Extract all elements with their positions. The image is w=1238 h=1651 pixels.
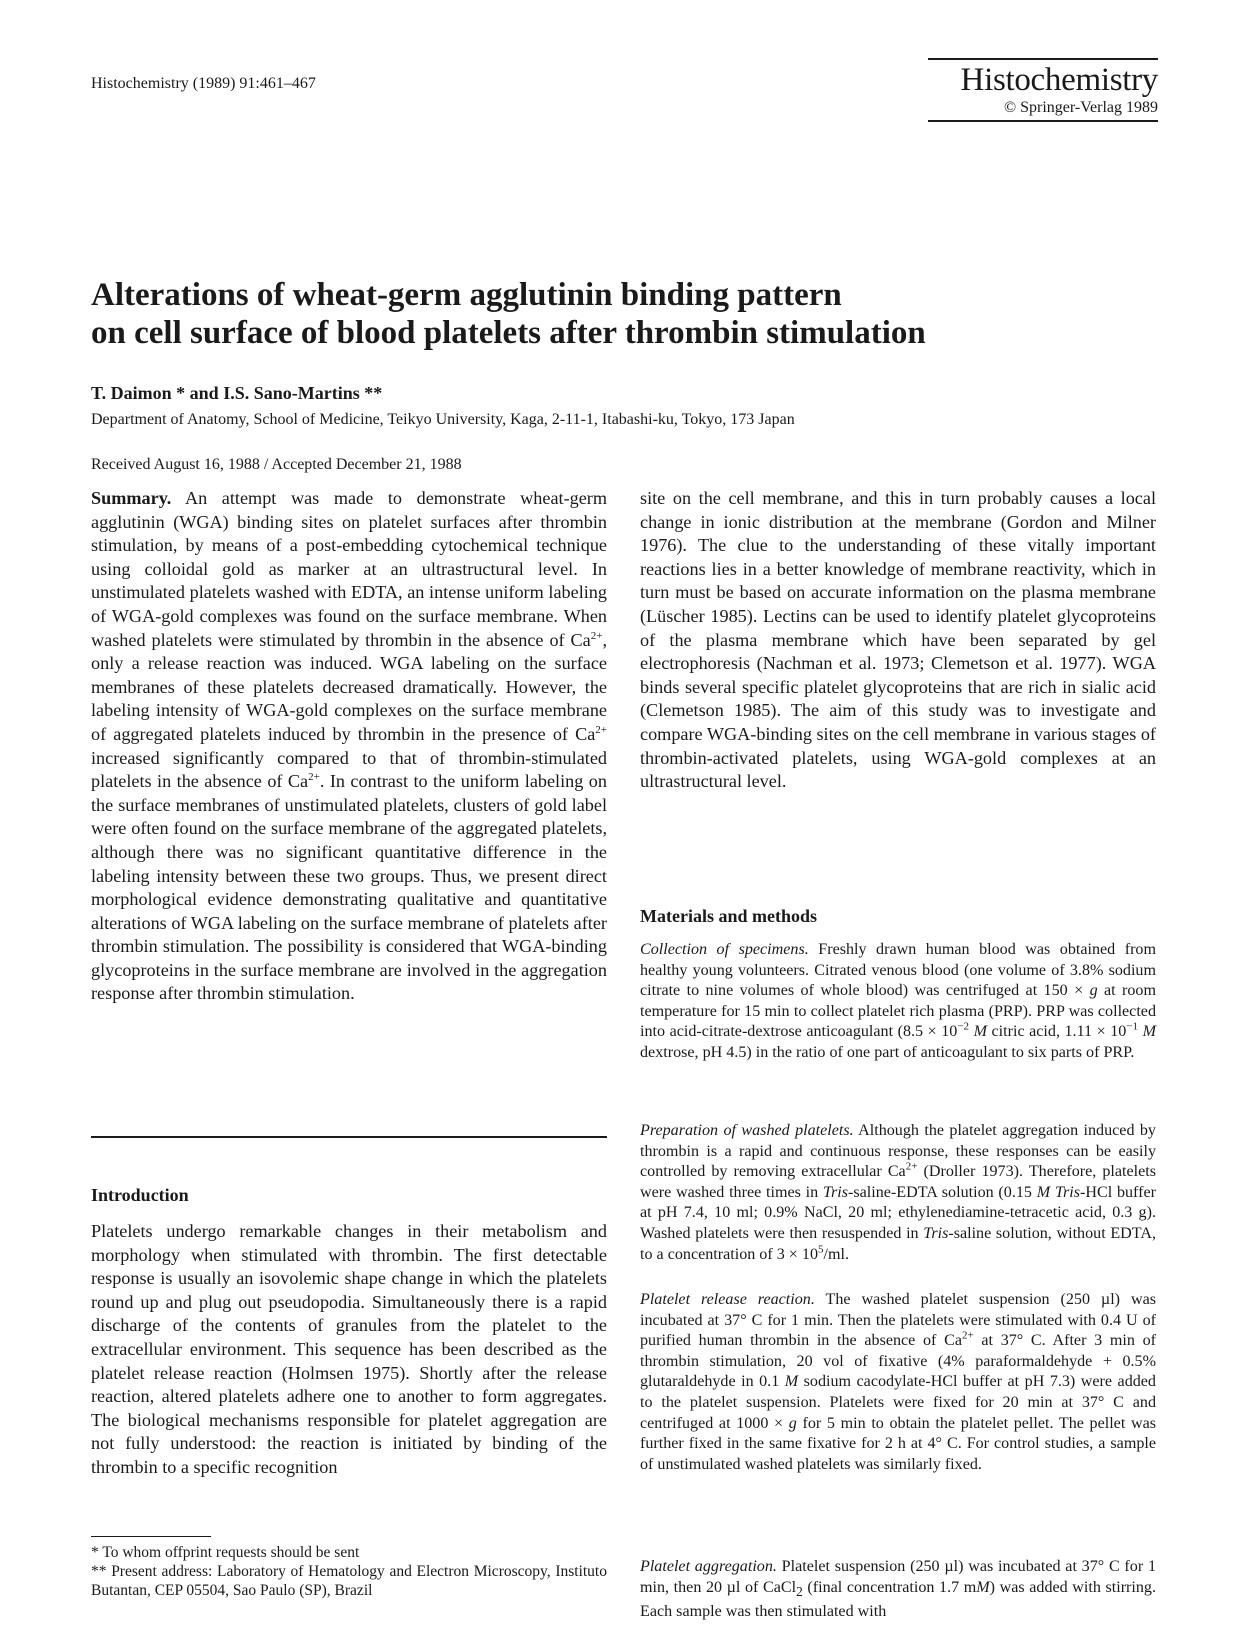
summary-text: An attempt was made to demonstrate wheat-germ agglutinin (WGA) binding sites on platelet surfaces after thrombin stimulation, by means of a post-embedding cytochemical technique using colloidal gold as marker at an ultrastructural level. In unstimulated platelets washed with EDTA, an intense uniform labeling of WGA-gold complexes was found on the surface membrane. When washed platelets were stimulated by thrombin in the absence of Ca (91, 488, 607, 650)
methods-washed (640, 1121, 1156, 1265)
collection-text: citric acid, 1.11 × 10 (987, 1023, 1127, 1041)
washed-text: -saline solution, without EDTA, to a concentration of 3 × 10 (640, 1224, 1156, 1263)
ca-superscript: 2+ (905, 1160, 918, 1173)
exponent: 5 (818, 1243, 824, 1256)
introduction-text (91, 1220, 607, 1480)
aggregation-text: (final concentration 1.7 m (802, 1578, 977, 1596)
aggregation-lead: Platelet aggregation. (640, 1558, 777, 1575)
washed-text: /ml. (823, 1245, 850, 1263)
washed-text: -saline-EDTA solution (0.15 (848, 1183, 1037, 1201)
section-divider (91, 1136, 607, 1138)
italic-g: g (788, 1414, 797, 1432)
article-title (91, 276, 1151, 352)
footnote-rule (91, 1536, 211, 1537)
release-text: sodium cacodylate-HCl buffer at pH 7.3) were added to the platelet suspension. Platelets were fixed for 20 min at 37° C and centrifuged at 1000 × (640, 1373, 1156, 1432)
title-line-1: Alterations of wheat-germ agglutinin binding pattern (91, 277, 842, 313)
copyright: © Springer-Verlag 1989 (1003, 99, 1158, 116)
methods-collection (640, 940, 1156, 1064)
washed-text: Although the platelet aggregation induced by thrombin is a rapid and continuous response, these responses can be easily controlled by removing extracellular Ca (640, 1122, 1156, 1181)
methods-heading: Materials and methods (640, 906, 817, 926)
collection-text: at room temperature for 15 min to collect platelet rich plasma (PRP). PRP was collected into acid-citrate-dextrose anticoagulant (8.5 × 10 (640, 982, 1156, 1041)
received-date: Received August 16, 1988 / Accepted December 21, 1988 (91, 456, 462, 473)
collection-text: Freshly drawn human blood was obtained from healthy young volunteers. Citrated venous blood (one volume of 3.8% sodium citrate to nine volumes of whole blood) was centrifuged at 150 × (640, 941, 1156, 1000)
journal-brand (928, 58, 1158, 122)
journal-reference: Histochemistry (1989) 91:461–467 (91, 75, 316, 92)
italic-M: M (973, 1023, 987, 1041)
release-text: for 5 min to obtain the platelet pellet. The pellet was further fixed in the same fixative for 2 h at 4° C. For control studies, a sample of unstimulated washed platelets was similarly fixed. (640, 1414, 1156, 1473)
exponent: −2 (957, 1021, 970, 1034)
ca-superscript: 2+ (308, 771, 320, 784)
collection-text: dextrose, pH 4.5) in the ratio of one part of anticoagulant to six parts of PRP. (640, 1043, 1135, 1061)
italic-M: M (976, 1578, 990, 1596)
affiliation: Department of Anatomy, School of Medicine, Teikyo University, Kaga, 2-11-1, Itabashi-ku, Tokyo, 173 Japan (91, 411, 795, 428)
italic-tris: Tris (822, 1183, 849, 1201)
introduction-paragraph: Platelets undergo remarkable changes in their metabolism and morphology when stimulated with thrombin. The first detectable response is usually an isovolemic shape change in which the platelets round up and plug out pseudopodia. Simultaneously there is a rapid discharge of the contents of granules from the platelet to the extracellular environment. This sequence has been described as the platelet release reaction (Holmsen 1975). Shortly after the release reaction, altered platelets adhere one to another to form aggregates. The biological mechanisms responsible for platelet aggregation are not fully understood: the reaction is initiated by binding of the thrombin to a specific recognition (91, 1221, 607, 1477)
release-text: at 37° C. After 3 min of thrombin stimulation, 20 vol of fixative (4% paraformaldehyde + 0.5% glutaraldehyde in 0.1 (640, 1332, 1156, 1391)
summary-text: , only a release reaction was induced. WGA labeling on the surface membranes of these platelets decreased dramatically. However, the labeling intensity of WGA-gold complexes on the surface membrane of aggregated platelets induced by thrombin in the presence of Ca (91, 629, 607, 744)
authors: T. Daimon * and I.S. Sano-Martins ** (91, 383, 383, 403)
summary-text: . In contrast to the uniform labeling on the surface membranes of unstimulated platelets, clusters of gold label were often found on the surface membrane of the aggregated platelets, although there was no significant quantitative difference in the labeling intensity between these two groups. Thus, we present direct morphological evidence demonstrating qualitative and quantitative alterations of WGA labeling on the surface membrane of platelets after thrombin stimulation. The possibility is considered that WGA-binding glycoproteins in the surface membrane are involved in the aggregation response after thrombin stimulation. (91, 771, 607, 1004)
footnote-1: * To whom offprint requests should be sent (91, 1544, 360, 1561)
ca-superscript: 2+ (590, 629, 603, 642)
footnote-2: ** Present address: Laboratory of Hematology and Electron Microscopy, Instituto Butantan, CEP 05504, Sao Paulo (SP), Brazil (91, 1563, 607, 1599)
italic-M: M (1142, 1023, 1156, 1041)
ca-superscript: 2+ (595, 723, 607, 736)
aggregation-text: ) was added with stirring. Each sample was then stimulated with (640, 1578, 1156, 1621)
footnotes (91, 1543, 607, 1600)
summary-label: Summary. (91, 488, 172, 508)
methods-release (640, 1290, 1156, 1475)
release-text: The washed platelet suspension (250 µl) was incubated at 37° C for 1 min. Then the platelets were stimulated with 0.4 U of purified human thrombin in the absence of Ca (640, 1291, 1156, 1350)
italic-tris: Tris (923, 1224, 949, 1242)
italic-M: M (1036, 1183, 1051, 1201)
italic-g: g (1089, 982, 1098, 1000)
washed-lead: Preparation of washed platelets. (640, 1122, 854, 1139)
introduction-heading: Introduction (91, 1185, 189, 1205)
summary-text: increased significantly compared to that of thrombin-stimulated platelets in the absence of Ca (91, 747, 607, 792)
subscript: 2 (796, 1583, 803, 1599)
brand-rule-bottom (928, 120, 1158, 122)
italic-tris: Tris (1054, 1183, 1080, 1201)
summary (91, 487, 607, 1006)
journal-name: Histochemistry (960, 62, 1158, 98)
ca-superscript: 2+ (961, 1329, 974, 1342)
washed-text: -HCl buffer at pH 7.4, 10 ml; 0.9% NaCl, 20 ml; ethylenediamine-tetracetic acid, 0.3 g). Washed platelets were then resuspended in (640, 1183, 1156, 1242)
exponent: −1 (1126, 1021, 1139, 1034)
aggregation-text: Platelet suspension (250 µl) was incubated at 37° C for 1 min, then 20 µl of CaCl (640, 1558, 1157, 1596)
introduction-continued (640, 487, 1156, 794)
title-line-2: on cell surface of blood platelets after thrombin stimulation (91, 315, 926, 351)
introduction-paragraph-cont: site on the cell membrane, and this in turn probably causes a local change in ionic distribution at the membrane (Gordon and Milner 1976). The clue to the understanding of these vitally important reactions lies in a better knowledge of membrane reactivity, which in turn must be based on accurate information on the plasma membrane (Lüscher 1985). Lectins can be used to identify platelet glycoproteins of the plasma membrane which have been separated by gel electrophoresis (Nachman et al. 1973; Clemetson et al. 1977). WGA binds several specific platelet glycoproteins that are rich in sialic acid (Clemetson 1985). The aim of this study was to investigate and compare WGA-binding sites on the cell membrane in various stages of thrombin-activated platelets, using WGA-gold complexes at an ultrastructural level. (640, 488, 1156, 792)
washed-text: (Droller 1973). Therefore, platelets were washed three times in (640, 1163, 1156, 1201)
methods-aggregation (640, 1557, 1156, 1623)
release-lead: Platelet release reaction. (640, 1291, 815, 1308)
collection-lead: Collection of specimens. (640, 941, 809, 958)
brand-rule-top (928, 58, 1158, 60)
italic-M: M (784, 1373, 799, 1391)
